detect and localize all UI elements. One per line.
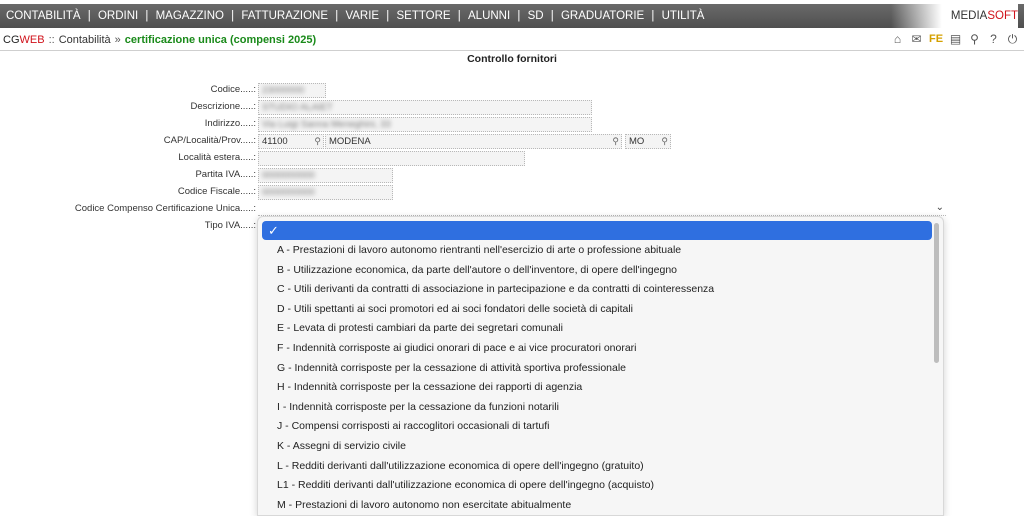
chevron-down-icon: ⌄ xyxy=(935,202,944,213)
cap-field[interactable]: 41100 ⚲ xyxy=(258,134,324,149)
menu-ordini[interactable]: ORDINI xyxy=(97,10,139,22)
dropdown-option[interactable]: M - Prestazioni di lavoro autonomo non esercitate abitualmente xyxy=(277,499,572,511)
dropdown-option[interactable]: I - Indennità corrisposte per la cessazione da funzioni notarili xyxy=(277,401,559,413)
row-codice-fiscale xyxy=(0,185,1024,200)
localita-field[interactable]: MODENA ⚲ xyxy=(325,134,622,149)
breadcrumb-section[interactable]: Contabilità xyxy=(58,34,111,46)
main-menu-bar: CONTABILITÀ | ORDINI | MAGAZZINO | FATTURAZIONE | VARIE | SETTORE | ALUNNI | SD | GRADUATORIE | UTILITÀ MEDIA SOFT xyxy=(0,4,1024,28)
toolbar-icons xyxy=(890,32,1020,47)
codice-label: Codice.....: xyxy=(210,84,256,95)
indirizzo-label: Indirizzo.....: xyxy=(204,118,256,129)
descrizione-field[interactable]: STUDIO ALAIET xyxy=(258,100,592,115)
row-cap xyxy=(0,134,1024,149)
section-title: Controllo fornitori xyxy=(467,53,557,65)
menu-graduatorie[interactable]: GRADUATORIE xyxy=(560,10,645,22)
dropdown-option[interactable]: A - Prestazioni di lavoro autonomo rientranti nell'esercizio di arte o professione abituale xyxy=(277,244,682,256)
help-icon[interactable]: ? xyxy=(990,32,997,46)
provincia-lookup-icon[interactable]: ⚲ xyxy=(661,136,668,146)
menu-contabilita[interactable]: CONTABILITÀ xyxy=(6,10,81,22)
page-title: certificazione unica (compensi 2025) xyxy=(124,34,317,46)
cap-label: CAP/Località/Prov.....: xyxy=(163,135,256,146)
breadcrumb: CG WEB :: Contabilità » certificazione unica (compensi 2025) xyxy=(3,34,317,46)
dropdown-option[interactable]: D - Utili spettanti ai soci promotori ed ai soci fondatori delle società di capitali xyxy=(277,303,634,315)
codice-fiscale-label: Codice Fiscale.....: xyxy=(177,186,256,197)
codice-compenso-label: Codice Compenso Certificazione Unica.....: xyxy=(74,203,256,214)
dropdown-option[interactable]: H - Indennità corrisposte per la cessazione dei rapporti di agenzia xyxy=(277,381,583,393)
menu-utilita[interactable]: UTILITÀ xyxy=(661,10,705,22)
menu-settore[interactable]: SETTORE xyxy=(396,10,451,22)
print-icon[interactable]: ▤ xyxy=(949,32,962,46)
localita-estera-field[interactable] xyxy=(258,151,525,166)
app-name-cg: CG xyxy=(3,34,20,46)
dropdown-option[interactable]: L1 - Redditi derivanti dall'utilizzazione economica di opere dell'ingegno (acquisto) xyxy=(277,479,654,491)
menu-alunni[interactable]: ALUNNI xyxy=(468,10,511,22)
search-icon[interactable]: ⚲ xyxy=(970,32,979,46)
mail-icon[interactable]: ✉ xyxy=(911,32,922,46)
home-icon[interactable]: ⌂ xyxy=(893,32,902,46)
dropdown-option[interactable]: J - Compensi corrisposti ai raccoglitori occasionali di tartufi xyxy=(277,420,550,432)
dropdown-option[interactable]: K - Assegni di servizio civile xyxy=(277,440,406,452)
row-descrizione xyxy=(0,100,1024,115)
descrizione-label: Descrizione.....: xyxy=(190,101,256,112)
row-indirizzo xyxy=(0,117,1024,132)
fe-icon[interactable]: FE xyxy=(928,33,944,45)
row-codice xyxy=(0,83,1024,98)
dropdown-scrollbar[interactable] xyxy=(934,223,939,363)
tipo-iva-label: Tipo IVA.....: xyxy=(204,220,256,231)
partita-iva-field[interactable]: 0000000000 xyxy=(258,168,393,183)
provincia-field[interactable]: MO ⚲ xyxy=(625,134,671,149)
checkmark-icon: ✓ xyxy=(268,223,279,238)
app-name-web: WEB xyxy=(19,34,45,46)
dropdown-option[interactable]: F - Indennità corrisposte ai giudici onorari di pace e ai vice procuratori onorari xyxy=(277,342,637,354)
menu-magazzino[interactable]: MAGAZZINO xyxy=(155,10,224,22)
dropdown-option-empty-selected[interactable] xyxy=(262,221,932,240)
localita-lookup-icon[interactable]: ⚲ xyxy=(612,136,619,146)
partita-iva-label: Partita IVA.....: xyxy=(195,169,256,180)
menu-varie[interactable]: VARIE xyxy=(345,10,380,22)
menu-fatturazione[interactable]: FATTURAZIONE xyxy=(241,10,329,22)
header-divider xyxy=(0,50,1024,51)
codice-compenso-dropdown xyxy=(257,216,944,516)
codice-field[interactable]: 23000000 xyxy=(258,83,326,98)
row-partita-iva xyxy=(0,168,1024,183)
dropdown-option[interactable]: E - Levata di protesti cambiari da parte dei segretari comunali xyxy=(277,322,563,334)
brand-logo: MEDIA SOFT xyxy=(891,4,1018,28)
dropdown-option[interactable]: G - Indennità corrisposte per la cessazione di attività sportiva professionale xyxy=(277,362,627,374)
codice-compenso-select[interactable] xyxy=(258,202,946,216)
power-icon[interactable]: ⏻ xyxy=(1007,32,1018,46)
localita-estera-label: Località estera.....: xyxy=(178,152,256,163)
menu-sd[interactable]: SD xyxy=(527,10,544,22)
dropdown-option[interactable]: L - Redditi derivanti dall'utilizzazione economica di opere dell'ingegno (gratuito) xyxy=(277,460,644,472)
dropdown-option[interactable]: C - Utili derivanti da contratti di associazione in partecipazione e da contratti di cointeressenza xyxy=(277,283,715,295)
cap-lookup-icon[interactable]: ⚲ xyxy=(314,136,321,146)
codice-fiscale-field[interactable]: 0000000000 xyxy=(258,185,393,200)
indirizzo-field[interactable]: Via Luigi Sanna Meneghini, 33 xyxy=(258,117,592,132)
dropdown-option[interactable]: B - Utilizzazione economica, da parte dell'autore o dell'inventore, di opere dell'ingegno xyxy=(277,264,678,276)
row-localita-estera xyxy=(0,151,1024,166)
